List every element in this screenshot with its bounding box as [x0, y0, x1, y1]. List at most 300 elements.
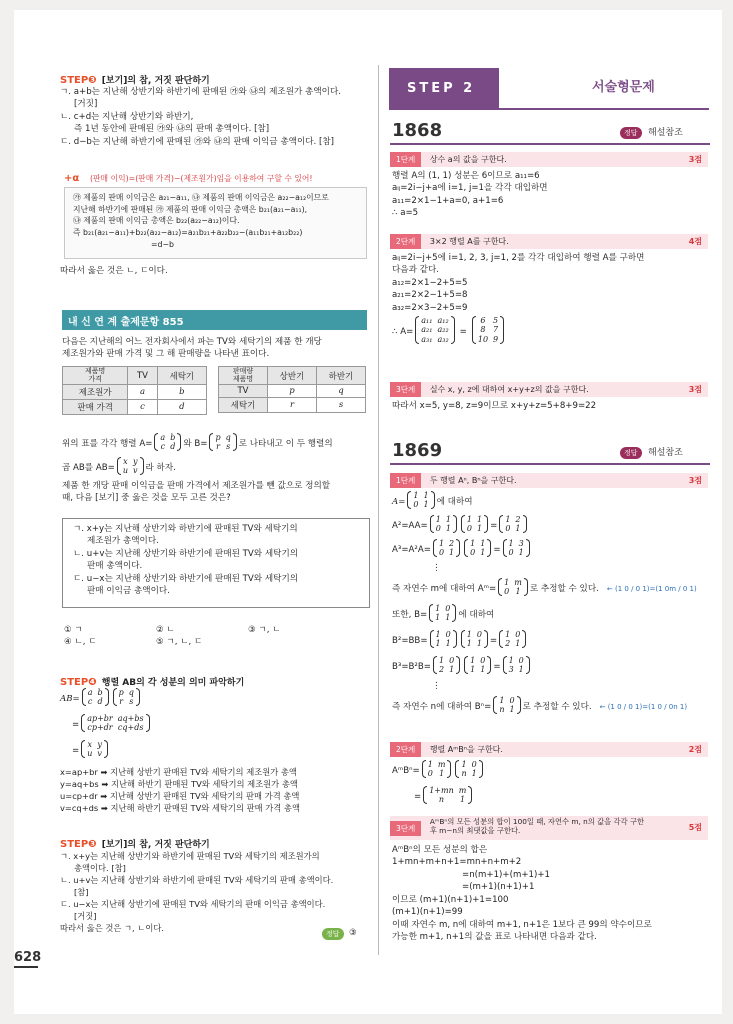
stage-2 [390, 234, 708, 249]
p2-line: (m+1)(n+1)=99 [392, 907, 463, 918]
matrix-entry: 1 [439, 768, 445, 778]
matrix-bracket-right [456, 539, 460, 557]
vdots: ⋮ [432, 563, 441, 573]
choice-2[interactable]: ② ㄴ [156, 625, 175, 635]
p2-line: B²=BB= [392, 635, 428, 646]
column-divider [378, 65, 379, 955]
stage-points: 4점 [688, 237, 702, 246]
table-cost-price [62, 366, 207, 415]
p1-line: 다음과 같다. [392, 265, 439, 276]
matrix-entry: 0 [504, 586, 510, 596]
b1-line: ㄴ. c+d는 지난해 상반기와 하반기, [60, 111, 194, 122]
ab-line: AB= [60, 693, 80, 704]
t1-row: 판매 가격 [63, 400, 128, 415]
matrix-bn [453, 760, 484, 783]
matrix-entry: 1 [438, 538, 445, 548]
stage-text: 행렬 AᵐBⁿ을 구한다. [429, 745, 503, 754]
matrix-entry: 0 [445, 603, 451, 613]
matrix-a-sym [413, 316, 456, 348]
matrix-a [152, 433, 183, 456]
step2-underline [499, 108, 709, 110]
matrix-entry: r [216, 441, 220, 451]
matrix-bracket-right [487, 656, 491, 674]
matrix-entry: b [170, 432, 176, 442]
bogi-line: ㄷ. u−x는 지난해 상반기와 하반기에 판매된 TV와 세탁기의 [73, 573, 299, 584]
matrix-entry: 0 [445, 629, 451, 639]
step-b1-label: STEP❸ [60, 75, 97, 86]
matrix-entry: 1 [423, 490, 429, 500]
step-b1-body [60, 86, 370, 148]
matrix-entry: 1 [515, 638, 521, 648]
b2-line: [참] [74, 887, 89, 898]
alpha-line: ㉮ 제품의 판매 이익금은 a₂₁−a₁₁, ㉯ 제품의 판매 이익금은 a₂₂−a₁₂이므로 [73, 193, 329, 202]
question-intro [62, 336, 372, 361]
matrix-entry: 1 [477, 514, 483, 524]
matrix-entry: 1+mn [429, 785, 454, 795]
matrix-entry: a₁₂ [437, 316, 449, 326]
matrix-entry: 1 [515, 523, 521, 533]
matrix-b2 [497, 630, 528, 653]
ab-line: = [72, 719, 80, 730]
matrix-entry: 0 [480, 655, 486, 665]
matrix-entry: 0 [508, 547, 514, 557]
matrix-entry: 1 [435, 603, 441, 613]
p2-line: 즉 자연수 m에 대하여 Aᵐ= [392, 583, 497, 594]
matrix-entry: 1 [466, 514, 473, 524]
matrix-entry: 1 [445, 638, 451, 648]
matrix-entry: 0 [438, 547, 445, 557]
answer-badge: 정답 [322, 928, 344, 940]
choice-5[interactable]: ⑤ ㄱ, ㄴ, ㄷ [156, 637, 203, 648]
t1-cell: c [128, 400, 157, 415]
section-title: 서술형문제 [592, 80, 655, 95]
t2-row: 세탁기 [219, 398, 268, 413]
matrix-entry: m [458, 785, 467, 795]
p2-line: 또한, B= [392, 609, 428, 620]
t1-head-top: 제품명 [85, 367, 106, 375]
matrix-entry: 0 [518, 655, 524, 665]
p2-line: 에 대하여 [436, 496, 473, 507]
stage-2 [390, 742, 708, 757]
matrix-entry: 0 [435, 523, 441, 533]
p2-line: =n(m+1)+(m+1)+1 [462, 869, 551, 880]
q-line: 제조원가와 판매 가격 및 그 해 판매량을 나타낸 표이다. [62, 349, 270, 360]
matrix-entry: v [132, 465, 138, 475]
matrix-entry: 0 [476, 629, 482, 639]
stage-3 [390, 382, 708, 397]
matrix-entry: y [132, 456, 138, 466]
bogi-box [62, 518, 370, 608]
matrix-entry: 1 [470, 664, 476, 674]
matrix-entry: 0 [466, 523, 473, 533]
stage-text: AᵐBⁿ의 모든 성분의 합이 100일 때, 자연수 m, n의 값을 각각 구한 [429, 817, 645, 826]
matrix-bracket-right [233, 433, 237, 451]
matrix-bracket-right [105, 688, 109, 706]
matrix-entry: 3 [508, 664, 514, 674]
matrix-entry: x [123, 456, 128, 466]
matrix-entry: 1 [449, 547, 455, 557]
t2-cell: r [268, 398, 317, 413]
matrix-bracket-right [177, 433, 181, 451]
matrix-entry: 1 [445, 612, 451, 622]
matrix-entry: 1 [480, 547, 486, 557]
matrix-entry: 0 [470, 547, 476, 557]
bogi-line: 제조원가 총액이다. [87, 536, 159, 547]
matrix-am [420, 760, 454, 783]
answer-badge: 정답 [620, 127, 642, 139]
stage-level: 1단계 [390, 152, 421, 167]
matrix-ambn [421, 786, 474, 809]
matrix-entry: cp+dr [87, 722, 113, 732]
matrix-entry: 1 [504, 577, 510, 587]
matrix-entry: 1 [427, 759, 433, 769]
matrix-b [459, 630, 490, 653]
b1-line: [거짓] [74, 99, 98, 110]
q-line: 로 나타내고 이 두 행렬의 [238, 438, 333, 449]
matrix-entry: 0 [471, 759, 477, 769]
matrix-bracket-right [484, 630, 488, 648]
matrix-entry: m [437, 759, 446, 769]
matrix-entry: 1 [480, 538, 486, 548]
choices [64, 624, 364, 649]
matrix-entry: 1 [466, 638, 472, 648]
matrix-entry: 2 [438, 664, 445, 674]
meaning-u: u=cp+dr ➡ 지난해 상반기 판매된 TV와 세탁기의 판매 가격 총액 [60, 791, 300, 802]
step-b2-body [60, 850, 372, 934]
note-am: ← (1 0 / 0 1)=(1 0m / 0 1) [606, 584, 697, 593]
stage-points: 3점 [688, 385, 702, 394]
ab-derivation [60, 686, 370, 764]
solution-ref: 해설참조 [648, 128, 683, 138]
b2-line: 총액이다. [참] [74, 863, 126, 874]
matrix-bracket-right [526, 539, 530, 557]
p2-line: 가능한 m+1, n+1의 값을 표로 나타내면 다음과 같다. [392, 932, 597, 943]
stage-points: 3점 [688, 476, 702, 485]
matrix-entry: s [226, 441, 231, 451]
p1-line: a₂₁=2×2−1+5=8 [392, 290, 468, 301]
matrix-bracket-right [479, 760, 483, 778]
p1-line: 행렬 A의 (1, 1) 성분은 6이므로 a₁₁=6 [392, 171, 540, 181]
p2-line: = [414, 791, 422, 802]
matrix-entry: p [118, 687, 124, 697]
p2-line: A²=AA= [392, 520, 428, 531]
t1-col: TV [128, 367, 157, 385]
p2-line: B³=B²B= [392, 661, 431, 672]
q-line: 위의 표를 각각 행렬 A= [62, 438, 153, 449]
matrix-entry: q [128, 687, 134, 697]
matrix-entry: 9 [493, 334, 499, 344]
stage-text: 실수 x, y, z에 대하여 x+y+z의 값을 구한다. [429, 385, 589, 394]
choice-4[interactable]: ④ ㄴ, ㄷ [64, 637, 97, 648]
t2-cell: p [268, 385, 317, 398]
matrix-entry: 1 [477, 523, 483, 533]
alpha-row [64, 172, 364, 187]
answer-value: ③ [349, 928, 357, 938]
matrix-entry: 1 [435, 629, 441, 639]
matrix-bracket-right [526, 656, 530, 674]
stage-text: 상수 a의 값을 구한다. [429, 155, 507, 164]
p2-stage2-body [392, 758, 712, 810]
matrix-ab-expand [79, 714, 151, 737]
matrix-b [207, 433, 238, 456]
t1-cell: d [157, 400, 206, 415]
t2-row: TV [219, 385, 268, 398]
matrix-entry: 2 [505, 638, 511, 648]
bogi-line: 판매 이익금 총액이다. [87, 586, 170, 597]
alpha-line: 지난해 하반기에 판매된 ㉮ 제품의 판매 이익금 총액은 b₂₁(a₂₁−a₁₁), [73, 204, 308, 214]
matrix-entry: 1 [435, 514, 441, 524]
matrix-entry: 1 [438, 655, 445, 665]
matrix-entry: cq+ds [117, 722, 144, 732]
matrix-a3 [501, 539, 532, 562]
table-sales [218, 366, 366, 413]
matrix-entry: 2 [515, 514, 521, 524]
matrix-entry: a [87, 687, 93, 697]
matrix-entry: d [97, 696, 103, 706]
problem-underline [390, 463, 710, 465]
matrix-bracket-right [468, 786, 472, 804]
stage-1 [390, 152, 708, 167]
matrix-b [427, 604, 458, 627]
matrix-entry: n [461, 768, 467, 778]
b2-conclusion: 따라서 옳은 것은 ㄱ, ㄴ이다. [60, 923, 164, 934]
matrix-entry: 6 [480, 316, 486, 326]
t2-cell: q [317, 385, 366, 398]
choice-3[interactable]: ③ ㄱ, ㄴ [248, 625, 281, 635]
matrix-entry: 1 [445, 514, 451, 524]
matrix-entry: 8 [480, 325, 486, 335]
matrix-a [462, 539, 493, 562]
matrix-entry: 0 [509, 695, 515, 705]
alpha-line: =d−b [151, 239, 174, 249]
b2-line: ㄴ. u+v는 지난해 상반기와 하반기에 판매된 TV와 세탁기의 판매 총액이다. [60, 875, 334, 886]
matrix-entry: 1 [470, 655, 476, 665]
b2-line: [거짓] [74, 911, 97, 922]
matrix-bracket-right [447, 760, 451, 778]
matrix-bracket-right [522, 630, 526, 648]
matrix-b2 [431, 656, 462, 679]
b2-line: ㄱ. x+y는 지난해 상반기와 하반기에 판매된 TV와 세탁기의 제조원가의 [60, 851, 320, 861]
stage-text: 후 m−n의 최댓값을 구한다. [429, 826, 521, 836]
matrix-bracket-right [456, 656, 460, 674]
bogi-line: ㄴ. u+v는 지난해 상반기와 하반기에 판매된 TV와 세탁기의 [73, 548, 299, 559]
p1-stage1-body [392, 170, 712, 220]
t1-cell: a [128, 385, 157, 400]
problem-underline [390, 143, 710, 145]
matrix-a2 [497, 515, 528, 538]
matrix-entry: d [170, 441, 176, 451]
nae-banner: 내 신 연 계 출제문항 855 [62, 310, 367, 330]
matrix-entry: 0 [427, 768, 433, 778]
matrix-entry: 1 [470, 538, 476, 548]
alpha-box [64, 187, 367, 259]
t2-head-bot: 제품명 [232, 374, 254, 383]
stage-level: 1단계 [390, 473, 421, 488]
matrix-entry: c [160, 441, 166, 451]
page [14, 10, 722, 1014]
matrix-entry: 1 [461, 759, 467, 769]
p2-line: =(m+1)(n+1)+1 [462, 882, 535, 893]
step-a-title: 행렬 AB의 각 성분의 의미 파악하기 [101, 678, 245, 688]
matrix-entry: 1 [505, 514, 511, 524]
step-b2-header [60, 832, 210, 851]
t1-head-bot: 가격 [88, 374, 102, 383]
step-b2-label: STEP❸ [60, 839, 97, 850]
matrix-entry: a [160, 432, 166, 442]
p2-line: 즉 자연수 n에 대하여 Bⁿ= [392, 701, 492, 712]
t1-row: 제조원가 [63, 385, 128, 400]
p1-line: a₁₁=2×1−1+a=0, a+1=6 [392, 195, 504, 206]
matrix-entry: y [97, 739, 102, 749]
choice-1[interactable]: ① ㄱ [64, 625, 83, 635]
matrix-bracket-right [524, 578, 528, 596]
matrix-b3 [501, 656, 532, 679]
p2-line: 이므로 (m+1)(n+1)+1=100 [392, 894, 509, 905]
matrix-entry: 1 [499, 695, 505, 705]
matrix-entry: 1 [445, 523, 451, 533]
matrix-entry: 1 [466, 629, 472, 639]
stage-text: 두 행렬 Aⁿ, Bⁿ을 구한다. [429, 476, 517, 485]
matrix-bracket-right [453, 630, 457, 648]
matrix-entry: 0 [505, 523, 511, 533]
matrix-bracket-right [451, 316, 455, 344]
matrix-bracket-right [146, 714, 150, 732]
matrix-a2 [431, 539, 462, 562]
matrix-entry: 7 [493, 325, 499, 335]
matrix-entry: x [87, 739, 93, 749]
bogi-line: ㄱ. x+y는 지난해 상반기와 하반기에 판매된 TV와 세탁기의 [73, 524, 298, 534]
matrix-entry: aq+bs [117, 713, 144, 723]
b1-conclusion: 따라서 옳은 것은 ㄴ, ㄷ이다. [60, 266, 168, 276]
matrix-bracket-right [104, 740, 108, 758]
matrix-entry: 1 [508, 538, 514, 548]
matrix-entry: b [97, 687, 103, 697]
p2-line: 이때 자연수 m, n에 대하여 m+1, n+1은 1보다 큰 99의 약수이므로 [392, 919, 652, 930]
page-number: 628 [14, 950, 42, 965]
matrix-a [459, 515, 490, 538]
p2-line: AᵐBⁿ= [392, 765, 420, 776]
b1-line: 즉 1년 동안에 판매된 ㉮와 ㉯의 판매 총액이다. [참] [74, 124, 270, 135]
problem-1869: 1869 [392, 440, 443, 461]
t2-col: 하반기 [317, 367, 366, 385]
matrix-bracket-right [487, 539, 491, 557]
p2-line: 에 대하여 [458, 609, 495, 620]
t2-cell: s [317, 398, 366, 413]
matrix-entry: a₃₂ [437, 334, 449, 344]
matrix-entry: 1 [435, 638, 441, 648]
matrix-entry: 1 [459, 794, 466, 804]
matrix-entry: 1 [435, 612, 441, 622]
stage-level: 3단계 [390, 382, 421, 397]
matrix-bracket-right [452, 604, 456, 622]
matrix-b [428, 630, 459, 653]
p1-stage2-body: aᵢⱼ=2i−j+5에 i=1, 2, 3, j=1, 2를 각각 대입하여 행렬 A를 구하면 다음과 같다. a₁₂=2×1−2+5=5 a₂₁=2×2−1+5=8 a₃₂=2×3−2+5=9 ∴ A= a₁₁ a₁₂ a₂₁ a₂₂ a₃₁ a₃₂ = 6 5 8 7 10 9 [392, 252, 712, 350]
p2-line: AᵐBⁿ의 모든 성분의 합은 [392, 845, 488, 855]
matrix-entry: n [499, 704, 505, 714]
page-number-underline [14, 966, 38, 968]
matrix-entry: 2 [449, 538, 455, 548]
b1-line: ㄱ. a+b는 지난해 상반기와 하반기에 판매된 ㉮와 ㉯의 제조원가 총액이다. [60, 87, 341, 97]
matrix-entry: 1 [505, 629, 511, 639]
matrix-entry: ap+br [87, 713, 113, 723]
matrix-entry: u [122, 465, 128, 475]
p1-line: aᵢⱼ=2i−j+5에 i=1, 2, 3, j=1, 2를 각각 대입하여 행렬 A를 구하면 [392, 253, 645, 263]
p2-stage1-body: A= 1 1 0 1 에 대하여 A²=AA= 1 1 0 1 1 1 0 1 = 1 2 0 1 A³=A²A= 1 2 0 1 1 1 0 1 = 1 3 0 1 ⋮ 즉 자연수 m에 대하여 Aᵐ= 1 m 0 1 로 추정할 수 있다. ← (1 0 / 0 1)=(1 0m / 0 1) 또한, B= 1 0 1 1 에 대하여 B²=BB= 1 0 1 1 1 0 1 1 = 1 0 2 1 B³=B²B= 1 0 2 1 1 0 1 1 = 1 0 3 1 ⋮ 즉 자연수 n에 대하여 Bⁿ= 1 0 n 1 로 추정할 수 있다. ← (1 0 / 0 1)=(1 0 / 0n 1) [392, 490, 714, 720]
matrix-entry: 1 [413, 490, 419, 500]
stage-points: 5점 [688, 823, 702, 832]
answer-badge: 정답 [620, 447, 642, 459]
p1-line: ∴ a=5 [392, 208, 419, 219]
note-bn: ← (1 0 / 0 1)=(1 0 / 0n 1) [599, 702, 688, 711]
b2-line: ㄷ. u−x는 지난해 상반기에 판매된 TV와 세탁기의 판매 이익금 총액이다. [60, 899, 326, 910]
q-line: 때, 다음 [보기] 중 옳은 것을 모두 고른 것은? [62, 493, 231, 504]
matrix-entry: s [129, 696, 134, 706]
p1-conclusion: 따라서 x=5, y=8, z=9이므로 x+y+z=5+8+9=22 [392, 401, 597, 411]
b1-line: ㄷ. d−b는 지난해 하반기에 판매된 ㉮와 ㉯의 판매 이익금 총액이다. [참] [60, 136, 335, 147]
p1-line: a₁₂=2×1−2+5=5 [392, 277, 468, 288]
stage-points: 2점 [688, 745, 702, 754]
matrix-entry: 1 [508, 655, 514, 665]
matrix-entry: p [215, 432, 221, 442]
matrix-entry: 1 [509, 704, 515, 714]
matrix-am [496, 578, 530, 601]
p1-line: a₃₂=2×3−2+5=9 [392, 302, 468, 313]
matrix-entry: 0 [449, 655, 455, 665]
matrix-bracket-right [140, 457, 144, 475]
t1-col: 세탁기 [157, 367, 206, 385]
matrix-entry: a₂₂ [437, 325, 449, 335]
matrix-entry: 0 [515, 629, 521, 639]
matrix-bracket-right [431, 491, 435, 509]
q-line: 제품 한 개당 판매 이익금을 판매 가격에서 제조원가를 뺀 값으로 정의할 [62, 481, 331, 491]
meaning-x: x=ap+br ➡ 지난해 상반기 판매된 TV와 세탁기의 제조원가 총액 [60, 767, 297, 777]
q-line: 다음은 지난해의 어느 전자회사에서 파는 TV와 세탁기의 제품 한 개당 [62, 337, 322, 347]
matrix-entry: 10 [477, 334, 489, 344]
stage-level: 3단계 [390, 821, 421, 836]
alpha-line: ㉯ 제품의 판매 이익금 총액은 b₂₂(a₂₂−a₁₂)이다. [73, 216, 240, 226]
p2-line: 1+mn+m+n+1=mn+n+m+2 [392, 857, 522, 868]
matrix-entry: 1 [423, 499, 429, 509]
vdots: ⋮ [432, 681, 441, 691]
matrix-entry: 3 [518, 538, 524, 548]
p1-line: ∴ A= [392, 327, 414, 338]
matrix-entry: m [514, 577, 522, 587]
matrix-entry: v [97, 748, 102, 758]
t1-cell: b [157, 385, 206, 400]
alpha-text: (판매 이익)=(판매 가격)−(제조원가)임을 이용하여 구할 수 있어! [89, 174, 313, 183]
ab-line: = [72, 745, 80, 756]
matrix-entry: r [119, 696, 124, 706]
matrix-b [111, 688, 142, 711]
matrix-entry: a₁₁ [421, 316, 433, 326]
stage-points: 3점 [688, 155, 702, 164]
stage-level: 2단계 [390, 234, 421, 249]
p2-stage3-body [392, 844, 714, 944]
p1-line: aᵢⱼ=2i−j+a에 i=1, j=1을 각각 대입하면 [392, 183, 548, 194]
matrix-entry: a₃₁ [421, 334, 433, 344]
matrix-entry: 0 [413, 499, 419, 509]
stage-text: 3×2 행렬 A를 구한다. [429, 237, 509, 246]
matrix-entry: q [225, 432, 231, 442]
meaning-y: y=aq+bs ➡ 지난해 하반기 판매된 TV와 세탁기의 제조원가 총액 [60, 779, 298, 790]
matrix-ab [115, 457, 146, 480]
matrix-entry: 1 [518, 664, 524, 674]
p2-line: A³=A²A= [392, 544, 431, 555]
stage-1 [390, 473, 708, 488]
matrix-b [462, 656, 493, 679]
matrix-entry: a₂₁ [421, 325, 433, 335]
matrix-entry: 1 [471, 768, 477, 778]
